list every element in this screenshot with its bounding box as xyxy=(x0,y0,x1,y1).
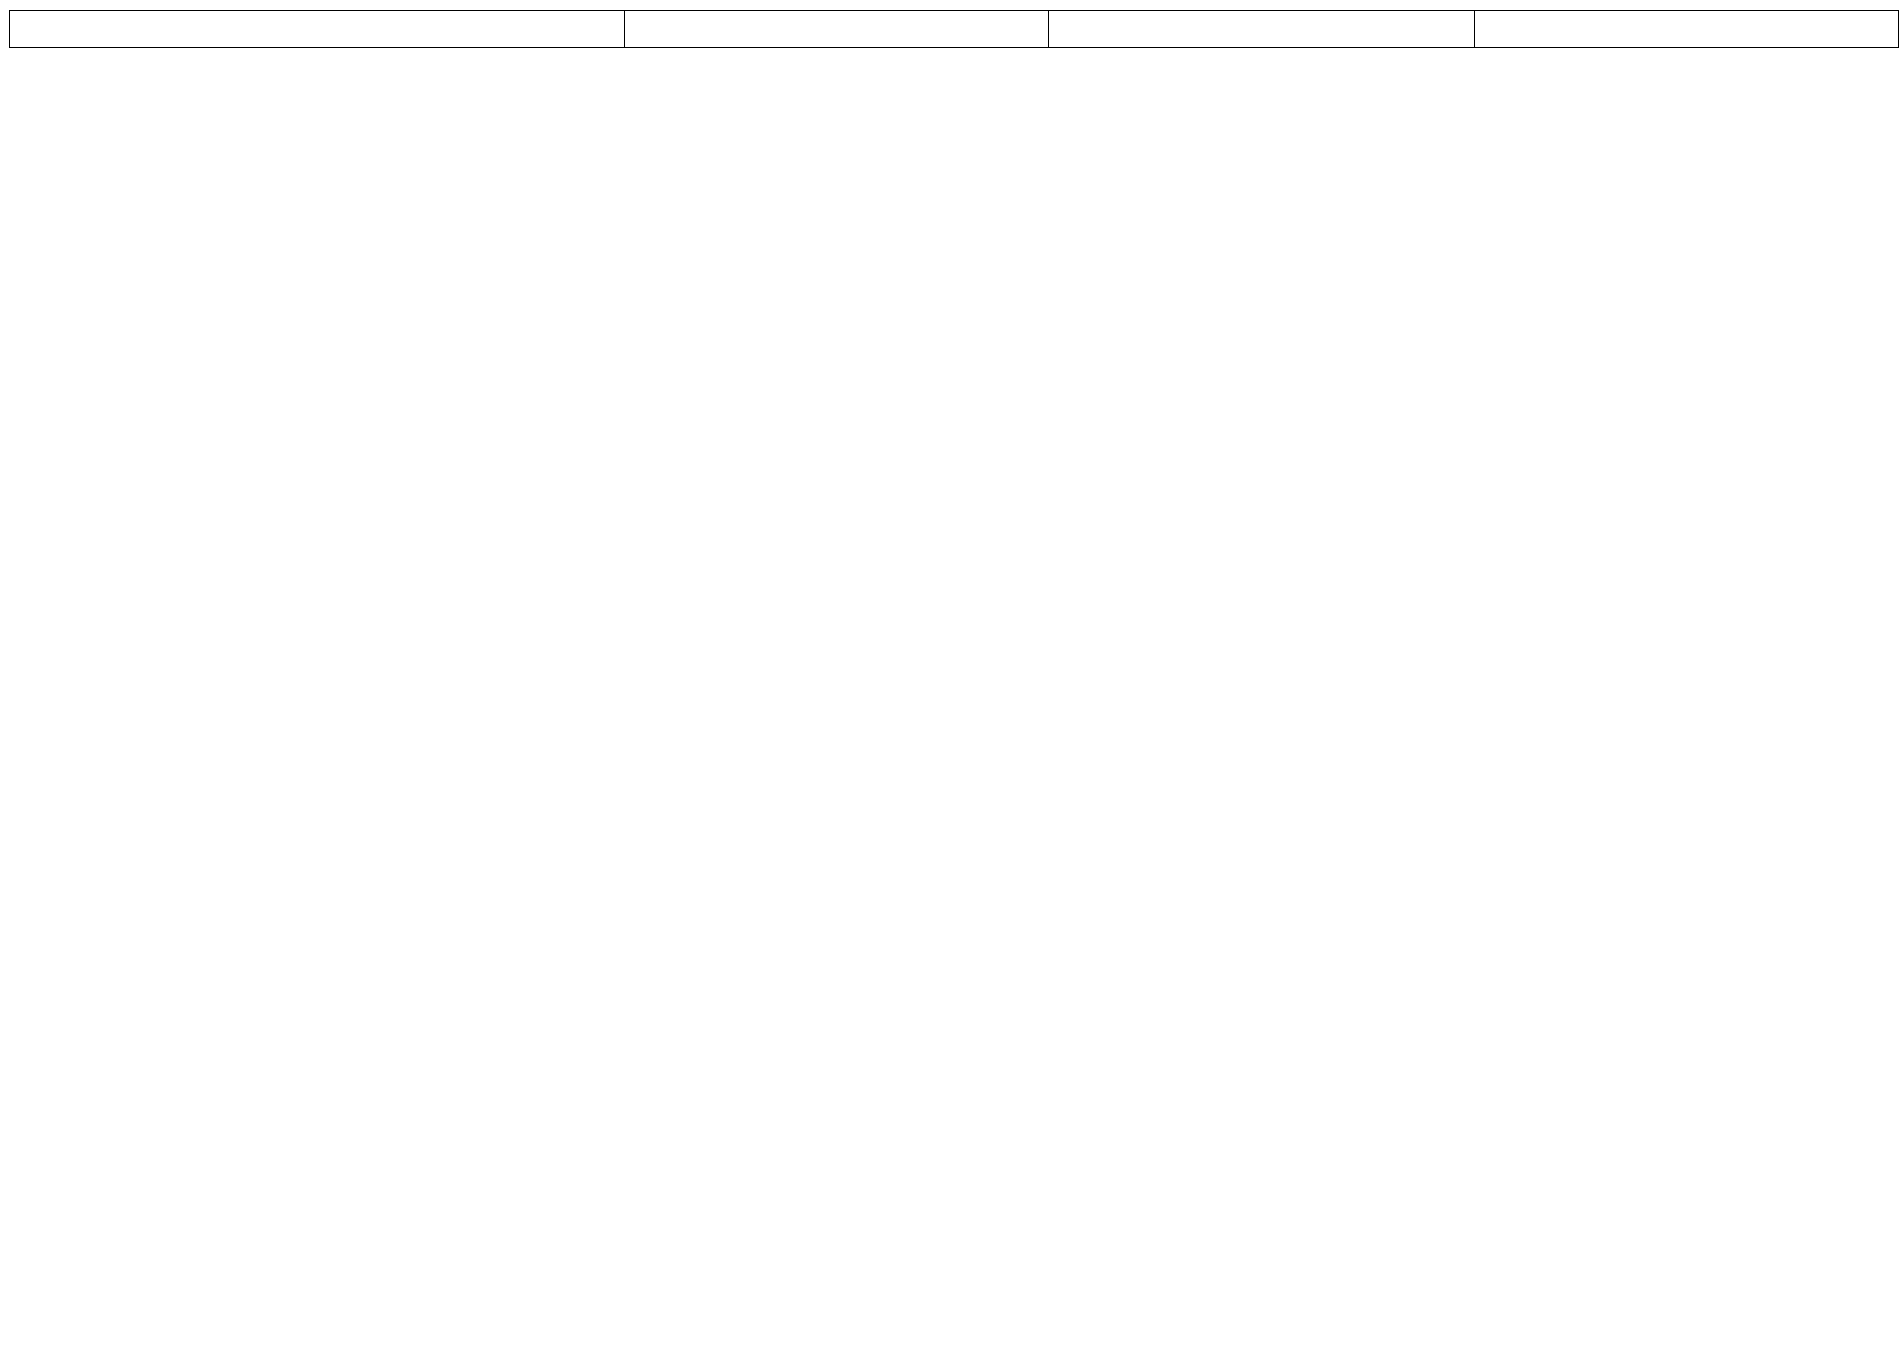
lunch-menu-calendar xyxy=(9,10,1899,48)
header-thursday xyxy=(1474,11,1898,48)
header-tuesday xyxy=(625,11,1049,48)
header-wednesday xyxy=(1049,11,1474,48)
header-monday xyxy=(10,11,625,48)
weekday-header-row xyxy=(10,11,1899,48)
